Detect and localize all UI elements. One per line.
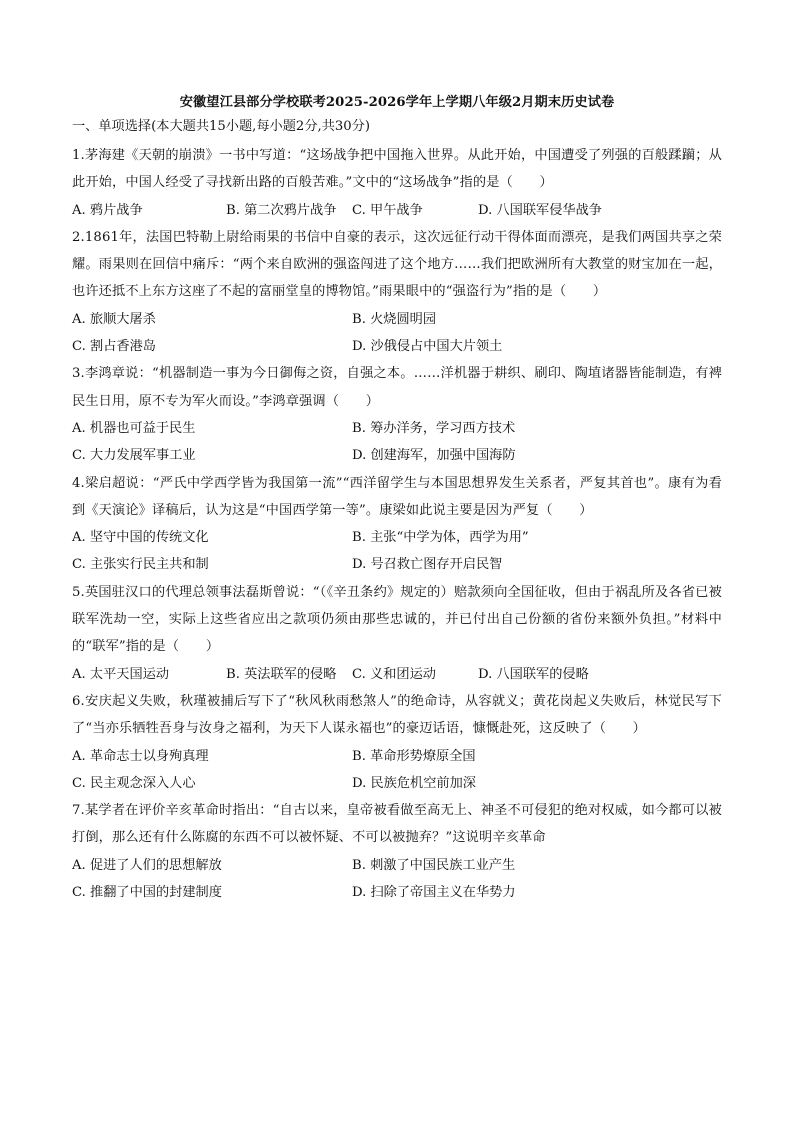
option-row (72, 743, 722, 770)
option-row (72, 306, 722, 333)
option-row (72, 770, 722, 797)
option-b[interactable]: B. 火烧圆明园 (352, 311, 437, 327)
question-stem: 2.1861年，法国巴特勒上尉给雨果的书信中自豪的表示，这次远征行动干得体面而漂亮，是我们两国共享之荣耀。雨果则在回信中痛斥：“两个来自欧洲的强盗闯进了这个地方……我们把欧洲所有大教堂的财宝加在一起，也许还抵不上东方这座了不起的富丽堂皇的博物馆。”雨果眼中的“强盗行为”指的是（ ） (72, 229, 722, 300)
question-stem: 5.英国驻汉口的代理总领事法磊斯曾说：“（《辛丑条约》规定的）赔款须向全国征收，但由于祸乱所及各省已被联军洗劫一空，实际上这些省应出之款项仍须由那些忠诚的，并已付出自己份额的省份来额外负担。”材料中的“联军”指的是（ ） (72, 584, 722, 655)
option-b[interactable]: B. 刺激了中国民族工业产生 (352, 857, 516, 873)
option-c[interactable]: C. 割占香港岛 (72, 339, 156, 355)
question-stem: 3.李鸿章说：“机器制造一事为今日御侮之资，自强之本。……洋机器于耕织、刷印、陶埴诸器皆能制造，有裨民生日用，原不专为军火而设。”李鸿章强调（ ） (72, 366, 722, 409)
option-d[interactable]: D. 八国联军的侵略 (478, 666, 589, 682)
question-stem: 6.安庆起义失败，秋瑾被捕后写下了“秋风秋雨愁煞人”的绝命诗，从容就义；黄花岗起义失败后，林觉民写下了“当亦乐牺牲吾身与汝身之福利，为天下人谋永福也”的豪迈话语，慷慨赴死，这反映了（ ） (72, 693, 722, 737)
option-c[interactable]: C. 义和团运动 (352, 666, 436, 682)
exam-content (72, 92, 722, 906)
option-row (72, 415, 722, 442)
option-b[interactable]: B. 英法联军的侵略 (226, 666, 337, 682)
section-heading: 一、单项选择(本大题共15小题,每小题2分,共30分) (72, 119, 370, 134)
question-1 (72, 142, 722, 224)
exam-title: 安徽望江县部分学校联考2025-2026学年上学期八年级2月期末历史试卷 (179, 95, 615, 110)
option-row (72, 333, 722, 360)
option-row (72, 442, 722, 469)
option-a[interactable]: A. 鸦片战争 (72, 202, 143, 218)
question-4 (72, 470, 722, 579)
option-a[interactable]: A. 机器也可益于民生 (72, 420, 196, 436)
question-6 (72, 688, 722, 797)
option-c[interactable]: C. 主张实行民主共和制 (72, 557, 209, 573)
option-d[interactable]: D. 号召救亡图存开启民智 (352, 557, 503, 573)
option-c[interactable]: C. 推翻了中国的封建制度 (72, 885, 222, 901)
option-c[interactable]: C. 甲午战争 (352, 202, 423, 218)
option-row (72, 551, 722, 578)
option-d[interactable]: D. 扫除了帝国主义在华势力 (352, 885, 516, 901)
question-5 (72, 579, 722, 688)
option-row (72, 852, 722, 879)
option-a[interactable]: A. 旅顺大屠杀 (72, 311, 156, 327)
option-d[interactable]: D. 八国联军侵华战争 (478, 202, 602, 218)
option-b[interactable]: B. 主张“中学为体，西学为用” (352, 530, 529, 546)
option-b[interactable]: B. 革命形势燎原全国 (352, 748, 476, 764)
option-row (72, 661, 722, 688)
option-row (72, 524, 722, 551)
question-2 (72, 224, 722, 360)
option-c[interactable]: C. 大力发展军事工业 (72, 448, 196, 464)
option-b[interactable]: B. 筹办洋务，学习西方技术 (352, 420, 516, 436)
option-a[interactable]: A. 促进了人们的思想解放 (72, 857, 222, 873)
option-a[interactable]: A. 坚守中国的传统文化 (72, 530, 209, 546)
option-a[interactable]: A. 革命志士以身殉真理 (72, 748, 209, 764)
option-row (72, 197, 722, 224)
option-d[interactable]: D. 民族危机空前加深 (352, 775, 476, 791)
question-3 (72, 360, 722, 469)
question-stem: 4.梁启超说：“严氏中学西学皆为我国第一流”“西洋留学生与本国思想界发生关系者，严复其首也”。康有为看到《天演论》译稿后，认为这是“中国西学第一等”。康梁如此说主要是因为严复（ ） (72, 475, 722, 518)
question-stem: 1.茅海建《天朝的崩溃》一书中写道：“这场战争把中国拖入世界。从此开始，中国遭受了列强的百般蹂躏；从此开始，中国人经受了寻找新出路的百般苦难。”文中的“这场战争”指的是（ ） (72, 148, 722, 191)
option-row (72, 879, 722, 906)
option-d[interactable]: D. 创建海军，加强中国海防 (352, 448, 516, 464)
option-d[interactable]: D. 沙俄侵占中国大片领土 (352, 339, 503, 355)
option-b[interactable]: B. 第二次鸦片战争 (226, 202, 337, 218)
question-7 (72, 797, 722, 906)
question-stem: 7.某学者在评价辛亥革命时指出：“自古以来，皇帝被看做至高无上、神圣不可侵犯的绝对权威，如今都可以被打倒，那么还有什么陈腐的东西不可以被怀疑、不可以被抛弃？”这说明辛亥革命 (72, 803, 722, 846)
option-c[interactable]: C. 民主观念深入人心 (72, 775, 196, 791)
option-a[interactable]: A. 太平天国运动 (72, 666, 170, 682)
